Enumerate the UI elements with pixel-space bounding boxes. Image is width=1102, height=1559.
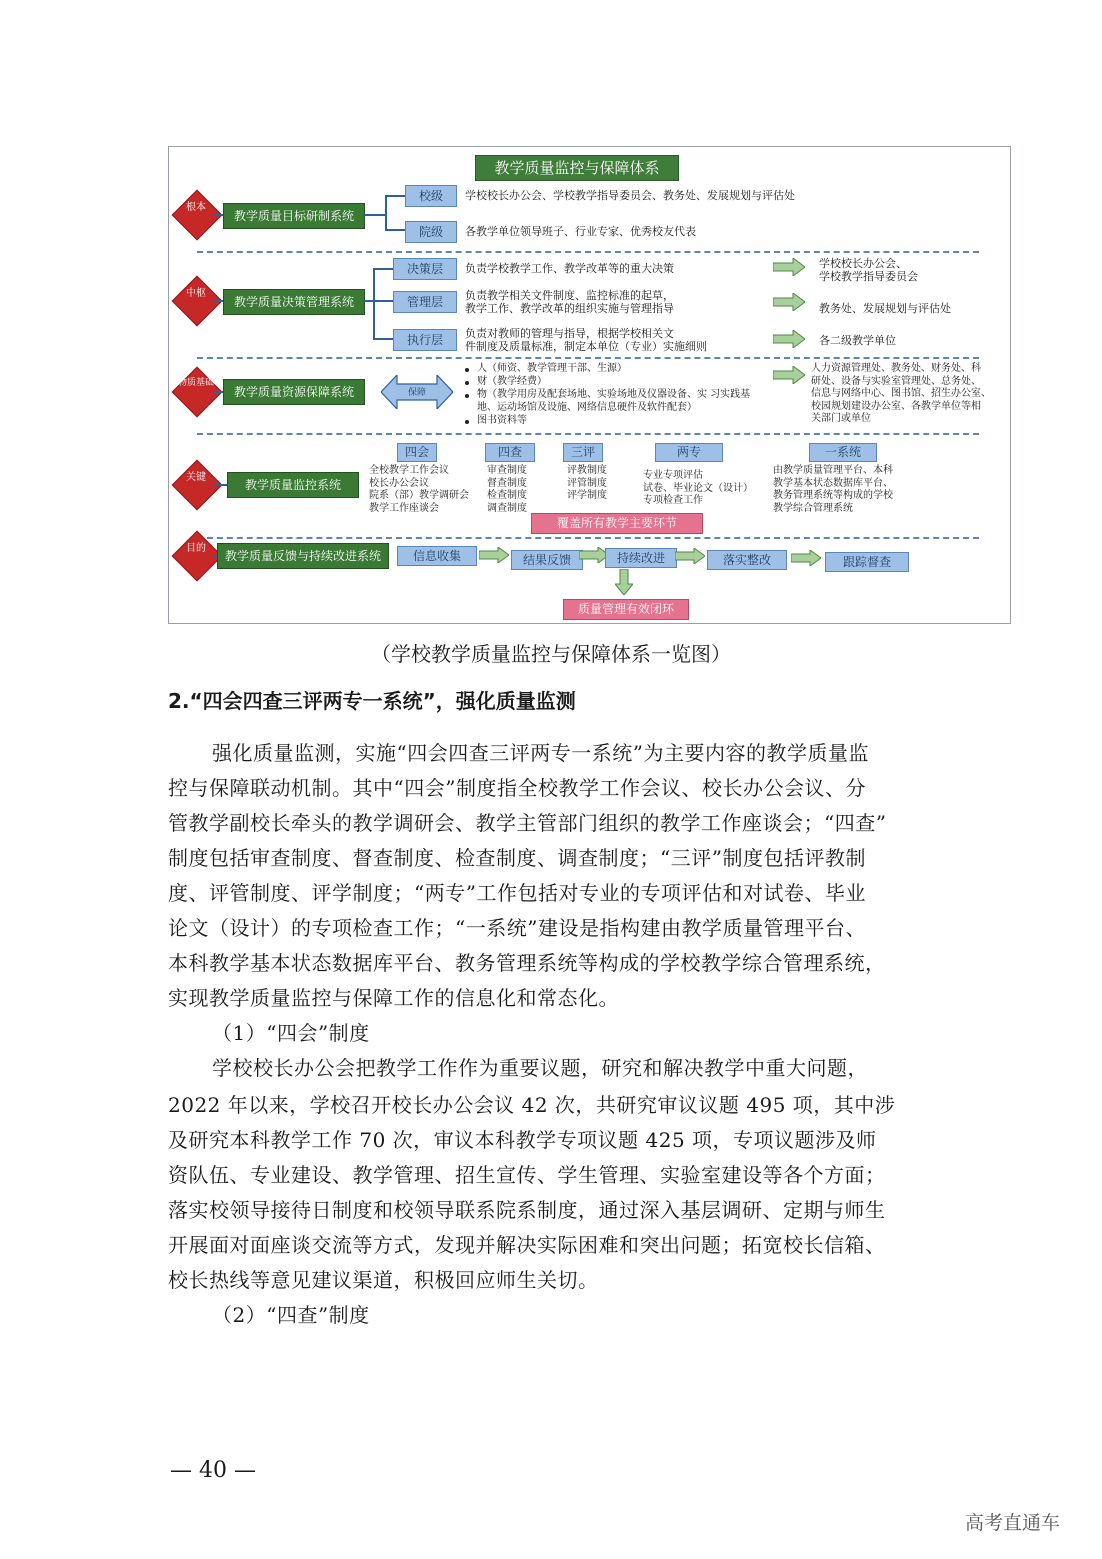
tag-text: 学校校长办公会、学校教学指导委员会、教务处、发展规划与评估处 [465,189,795,202]
bullet-dot [465,394,469,398]
divider [197,357,979,359]
right-arrow-icon [791,550,821,566]
col-text: 评教制度 评管制度 评学制度 [567,465,607,501]
paragraph-line: 落实校领导接待日制度和校领导联系院系制度，通过深入基层调研、定期与师生 [168,1198,886,1222]
tag-box: 校级 [405,185,457,207]
tag-box: 决策层 [393,258,457,280]
diamond-label: 关键 [186,472,206,483]
paragraph-line: 2022 年以来，学校召开校长办公会议 42 次，共研究审议议题 495 项，其中涉 [168,1093,896,1117]
connector [213,391,223,393]
subheading: （2）“四查”制度 [212,1303,370,1327]
paragraph-line: 论文（设计）的专项检查工作；“一系统”建设是指构建由教学质量管理平台、 [168,916,866,940]
paragraph-line: 开展面对面座谈交流等方式，发现并解决实际困难和突出问题；拓宽校长信箱、 [168,1233,886,1257]
divider [197,251,979,253]
paragraph-line: 实现教学质量监控与保障工作的信息化和常态化。 [168,986,619,1010]
page-number: — 40 — [170,1458,256,1483]
flow-box: 跟踪督查 [825,552,909,572]
paragraph-line: 学校校长办公会把教学工作作为重要议题，研究和解决教学中重大问题， [212,1056,868,1080]
col-tag: 一系统 [809,443,877,462]
connector [385,195,387,231]
bullet-dot [465,368,469,372]
connector [373,338,393,340]
tag-text: 负责教学相关文件制度、监控标准的起草， 教学工作、教学改革的组织实施与管理指导 [465,289,674,315]
right-arrow-icon [479,547,509,563]
system-box: 教学质量反馈与持续改进系统 [217,543,389,569]
paragraph-line: 资队伍、专业建设、教学管理、招生宣传、学生管理、实验室建设等各个方面； [168,1163,886,1187]
double-arrow-label: 保障 [407,388,426,398]
system-box: 教学质量监控系统 [227,472,359,498]
tag-text: 负责对教师的管理与指导，根据学校相关文 件制度及质量标准，制定本单位（专业）实施细则 [465,327,707,353]
col-tag: 四会 [397,443,437,462]
connector [385,229,405,231]
connector [373,268,375,340]
col-text: 专业专项评估 试卷、毕业论文（设计） 专项检查工作 [643,470,753,506]
system-box: 教学质量资源保障系统 [223,379,365,405]
bullet-dot [465,420,469,424]
col-tag: 四查 [485,443,535,462]
output-text: 人力资源管理处、教务处、财务处、科 研处、设备与实验室管理处、总务处、 信息与网络中心、图书馆、招生办公室、 校园规划建设办公室、各教学单位等相 关部门或单位 [811,363,991,424]
quality-system-diagram [168,146,1011,624]
flow-box: 落实整改 [707,550,787,570]
right-arrow-icon [675,548,705,564]
connector [373,300,393,302]
down-arrow-icon [615,569,633,595]
paragraph-line: 校长热线等意见建议渠道，积极回应师生关切。 [168,1268,599,1292]
diamond-label: 目的 [186,543,206,554]
section-heading: 2.“四会四查三评两专一系统”，强化质量监测 [168,689,576,713]
bullet-text: 物（教学用房及配套场地、实验场地及仪器设备、实 习实践基 地、运动场馆及设施、网络信息硬件及软件配套） [477,389,751,413]
flow-box: 持续改进 [605,548,677,568]
output-text: 学校校长办公会、 学校教学指导委员会 [819,257,918,283]
divider [197,537,979,539]
paragraph-line: 控与保障联动机制。其中“四会”制度指全校教学工作会议、校长办公会议、分 [168,776,866,800]
flow-box: 信息收集 [397,546,477,566]
bullet-text: 图书资料等 [477,415,527,426]
paragraph-line: 及研究本科教学工作 70 次，审议本科教学专项议题 425 项，专项议题涉及师 [168,1128,877,1152]
right-arrow-icon [773,258,805,276]
connector [363,300,373,302]
col-text: 全校教学工作会议 校长办公会议 院系（部）教学调研会 教学工作座谈会 [369,465,469,514]
right-arrow-icon [773,366,805,384]
connector [213,214,223,216]
connector [385,195,405,197]
watermark: 高考直通车 [965,1512,1061,1534]
diamond-label: 中枢 [186,288,206,299]
system-box: 教学质量决策管理系统 [223,289,365,315]
output-text: 各二级教学单位 [819,334,896,347]
tag-box: 执行层 [393,329,457,351]
cover-box: 覆盖所有教学主要环节 [531,513,703,534]
tag-text: 各教学单位领导班子、行业专家、优秀校友代表 [465,225,696,238]
connector [213,300,223,302]
connector [373,268,393,270]
bullet-text: 人（师资、教学管理干部、生源） [477,363,627,374]
right-arrow-icon [773,293,805,311]
output-text: 教务处、发展规划与评估处 [819,302,951,315]
paragraph-line: 度、评管制度、评学制度；“两专”工作包括对专业的专项评估和对试卷、毕业 [168,881,866,905]
diamond-label: 物质基础 [177,378,214,388]
diamond-label: 根本 [186,202,206,213]
system-box: 教学质量目标研制系统 [223,203,365,229]
paragraph-line: 强化质量监测，实施“四会四查三评两专一系统”为主要内容的教学质量监 [212,741,869,765]
subheading: （1）“四会”制度 [212,1021,370,1045]
figure-caption: （学校教学质量监控与保障体系一览图） [371,642,731,666]
divider [197,433,979,435]
loop-box: 质量管理有效闭环 [563,599,689,620]
col-tag: 三评 [563,443,603,462]
connector [213,484,227,486]
paragraph-line: 本科教学基本状态数据库平台、教务管理系统等构成的学校教学综合管理系统， [168,951,886,975]
right-arrow-icon [773,330,805,348]
col-text: 由教学质量管理平台、本科 教学基本状态数据库平台、 教务管理系统等构成的学校 教学综合管理系统 [773,465,893,514]
paragraph-line: 管教学副校长牵头的教学调研会、教学主管部门组织的教学工作座谈会；“四查” [168,811,887,835]
tag-box: 管理层 [393,291,457,313]
bullet-dot [465,381,469,385]
paragraph-line: 制度包括审查制度、督查制度、检查制度、调查制度；“三评”制度包括评教制 [168,846,866,870]
connector [363,214,385,216]
tag-box: 院级 [405,221,457,243]
bullet-text: 财（教学经费） [477,376,547,387]
diagram-title: 教学质量监控与保障体系 [475,155,679,181]
tag-text: 负责学校教学工作、教学改革等的重大决策 [465,262,674,275]
flow-box: 结果反馈 [511,550,583,570]
col-tag: 两专 [655,443,723,462]
col-text: 审查制度 督查制度 检查制度 调查制度 [487,465,527,514]
